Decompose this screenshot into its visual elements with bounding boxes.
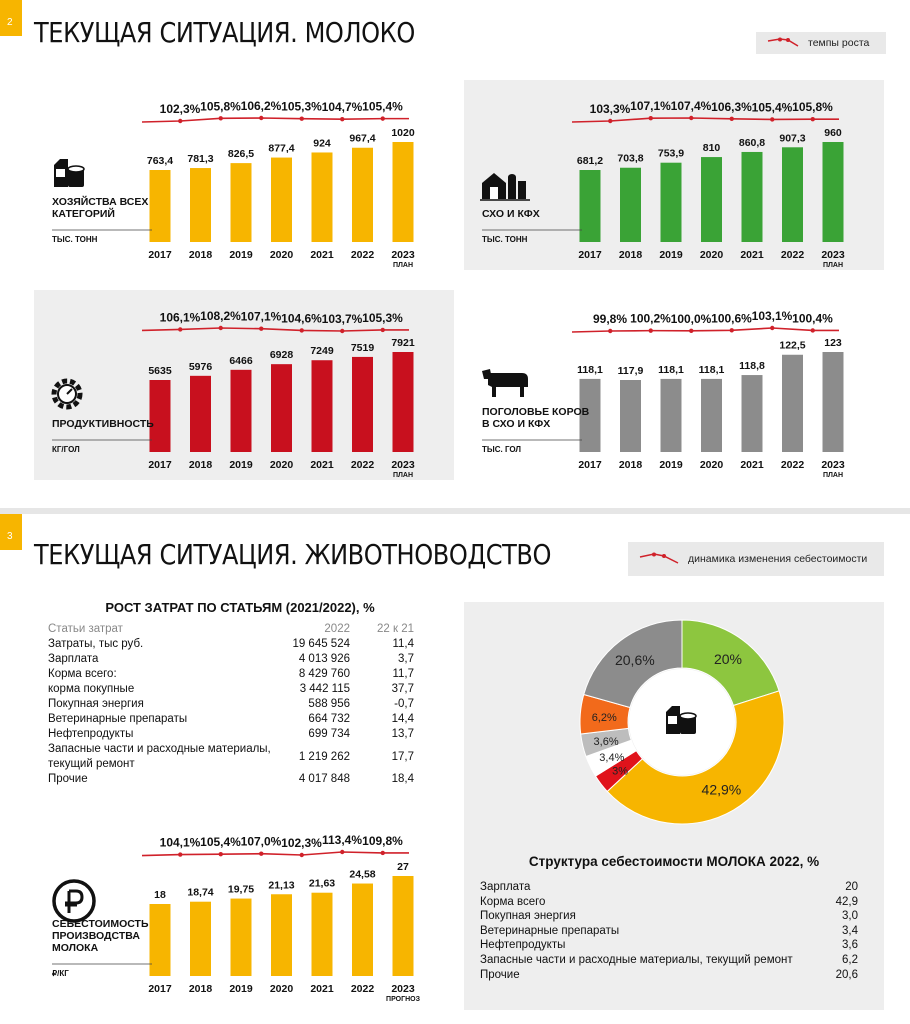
growth-label: 103,1% bbox=[751, 309, 793, 323]
growth-label: 105,8% bbox=[200, 99, 241, 114]
bar-chart bbox=[464, 290, 884, 480]
slide-milk bbox=[0, 0, 910, 508]
year-label: 2017 bbox=[578, 249, 602, 261]
growth-point bbox=[178, 119, 182, 123]
year-label: 2023 bbox=[821, 459, 845, 471]
table-cell: корма покупные bbox=[48, 683, 135, 695]
bar-value-label: 122,5 bbox=[779, 339, 806, 352]
bar bbox=[701, 157, 722, 242]
table-header-cell: Статьи затрат bbox=[48, 623, 123, 635]
plan-note: ПЛАН bbox=[392, 472, 414, 479]
structure-item: Покупная энергия bbox=[480, 910, 576, 923]
slice-label: 6,2% bbox=[591, 711, 617, 724]
indicator-label: МОЛОКА bbox=[52, 942, 99, 954]
growth-label: 100,2% bbox=[630, 311, 671, 326]
slide-number: 2 bbox=[0, 0, 22, 36]
bar bbox=[271, 158, 292, 242]
bar bbox=[661, 379, 682, 452]
table-cell: 8 429 760 bbox=[298, 668, 350, 680]
panel-agri-orgs bbox=[464, 80, 884, 270]
bar-value-label: 27 bbox=[397, 861, 409, 873]
slice-label: 20,6% bbox=[614, 651, 655, 668]
indicator-label: В СХО И КФХ bbox=[482, 418, 551, 430]
structure-item: Ветеринарные препараты bbox=[480, 924, 620, 937]
table-cell: 3 442 115 bbox=[299, 683, 350, 695]
bar-value-label: 21,13 bbox=[268, 879, 295, 892]
legend-label: динамика изменения себестоимости bbox=[688, 553, 868, 565]
table-cell: 37,7 bbox=[391, 683, 414, 695]
growth-point bbox=[259, 852, 263, 856]
table-cell: -0,7 bbox=[394, 698, 414, 710]
year-label: 2019 bbox=[229, 249, 253, 261]
table-cell: 4 017 848 bbox=[298, 773, 350, 785]
table-row bbox=[48, 667, 428, 682]
growth-label: 104,1% bbox=[159, 835, 201, 850]
growth-point bbox=[259, 116, 263, 120]
growth-point bbox=[300, 853, 304, 857]
table-row bbox=[48, 742, 428, 772]
bar bbox=[620, 380, 641, 452]
growth-point bbox=[219, 852, 223, 856]
growth-label: 104,7% bbox=[321, 100, 363, 115]
panel-productivity bbox=[34, 290, 454, 480]
cost-structure-donut bbox=[464, 602, 884, 852]
growth-label: 107,0% bbox=[240, 834, 282, 849]
table-cell: Прочие bbox=[48, 773, 88, 785]
bar bbox=[823, 352, 844, 452]
bar bbox=[231, 163, 252, 242]
year-label: 2023 bbox=[821, 249, 845, 261]
growth-point bbox=[649, 116, 653, 120]
slice-label: 3,6% bbox=[593, 735, 619, 748]
table-cell: 19 645 524 bbox=[292, 638, 350, 650]
growth-point bbox=[178, 327, 182, 331]
indicator-label: КАТЕГОРИЙ bbox=[52, 208, 115, 220]
structure-row bbox=[480, 895, 860, 910]
year-label: 2018 bbox=[618, 249, 643, 261]
growth-point bbox=[770, 326, 774, 330]
bar-value-label: 117,9 bbox=[617, 365, 644, 377]
bar-chart bbox=[464, 80, 884, 270]
bar-value-label: 7249 bbox=[310, 345, 334, 358]
panel-all-farms bbox=[34, 80, 452, 270]
growth-point bbox=[608, 119, 612, 123]
table-row bbox=[48, 772, 428, 787]
growth-label: 103,7% bbox=[321, 312, 363, 326]
bar-value-label: 860,8 bbox=[738, 136, 766, 149]
bar bbox=[782, 147, 803, 242]
table-header-row bbox=[48, 622, 428, 637]
structure-row bbox=[480, 938, 860, 953]
growth-label: 107,1% bbox=[630, 99, 671, 114]
slice-label: 20% bbox=[713, 650, 742, 667]
legend-label: темпы роста bbox=[808, 37, 870, 49]
year-label: 2019 bbox=[229, 983, 253, 995]
year-label: 2021 bbox=[740, 459, 764, 471]
table-cell: 14,4 bbox=[391, 713, 414, 725]
ruble-icon bbox=[54, 881, 94, 921]
year-label: 2022 bbox=[350, 249, 375, 261]
bar-value-label: 6466 bbox=[229, 354, 253, 367]
bar-value-label: 123 bbox=[824, 337, 842, 349]
growth-label: 104,6% bbox=[281, 311, 322, 326]
growth-point bbox=[381, 851, 385, 855]
structure-item: Прочие bbox=[480, 968, 520, 981]
growth-label: 109,8% bbox=[362, 833, 403, 848]
growth-label: 105,4% bbox=[751, 100, 793, 115]
bar-value-label: 967,4 bbox=[349, 132, 376, 145]
table-cell: 17,7 bbox=[391, 750, 414, 763]
table-cell: Ветеринарные препараты bbox=[48, 713, 188, 725]
table-cell: 699 734 bbox=[308, 728, 350, 740]
growth-label: 105,4% bbox=[200, 835, 241, 850]
bar bbox=[231, 899, 252, 976]
growth-point bbox=[259, 327, 263, 331]
growth-point bbox=[770, 117, 774, 121]
bar-value-label: 24,58 bbox=[349, 868, 376, 881]
growth-label: 102,3% bbox=[159, 102, 201, 116]
year-label: 2021 bbox=[310, 249, 334, 261]
bar-value-label: 19,75 bbox=[227, 883, 255, 896]
bar-value-label: 5976 bbox=[188, 360, 213, 373]
growth-label: 107,4% bbox=[670, 99, 712, 113]
year-label: 2017 bbox=[148, 249, 172, 261]
bar-value-label: 18,74 bbox=[187, 886, 214, 899]
year-label: 2019 bbox=[659, 249, 683, 261]
table-row bbox=[48, 652, 428, 667]
growth-point bbox=[219, 326, 223, 330]
year-label: 2017 bbox=[578, 459, 602, 471]
bar bbox=[352, 884, 373, 976]
year-label: 2023 bbox=[391, 249, 415, 261]
structure-item: Запасные части и расходные материалы, текущий ремонт bbox=[480, 953, 793, 966]
milk-icon bbox=[54, 159, 84, 187]
growth-label: 106,1% bbox=[159, 310, 201, 325]
table-cell: Запасные части и расходные материалы, текущий ремонт bbox=[48, 743, 271, 770]
indicator-label: ПОГОЛОВЬЕ КОРОВ bbox=[482, 406, 590, 418]
bar bbox=[190, 376, 211, 452]
bar-value-label: 781,3 bbox=[187, 153, 214, 166]
growth-point bbox=[178, 852, 182, 856]
growth-legend bbox=[756, 32, 886, 54]
structure-value: 3,0 bbox=[842, 910, 858, 923]
year-label: 2020 bbox=[699, 459, 724, 471]
growth-label: 106,3% bbox=[711, 99, 752, 114]
year-label: 2018 bbox=[188, 459, 213, 471]
slice-label: 42,9% bbox=[701, 781, 742, 798]
bar bbox=[352, 148, 373, 242]
bar bbox=[231, 370, 252, 452]
growth-point bbox=[219, 116, 223, 120]
table-cell: Покупная энергия bbox=[48, 698, 144, 710]
table-row bbox=[48, 712, 428, 727]
bar-value-label: 877,4 bbox=[268, 142, 295, 155]
bar bbox=[742, 375, 763, 452]
growth-label: 105,4% bbox=[362, 99, 403, 114]
bar-chart bbox=[34, 80, 452, 270]
slide-livestock bbox=[0, 514, 910, 1024]
structure-value: 20 bbox=[845, 881, 858, 893]
legend-line-icon bbox=[766, 37, 800, 49]
growth-label: 102,3% bbox=[281, 836, 322, 850]
growth-point bbox=[608, 329, 612, 333]
slice-label: 3% bbox=[612, 765, 629, 778]
bar-chart bbox=[34, 290, 454, 480]
unit-label: ₽/КГ bbox=[52, 969, 69, 978]
table-cell: Корма всего: bbox=[48, 668, 117, 680]
year-label: 2020 bbox=[699, 249, 724, 261]
table-row bbox=[48, 637, 428, 652]
bar-value-label: 703,8 bbox=[617, 152, 644, 165]
bar bbox=[312, 152, 333, 242]
bar-value-label: 118,1 bbox=[698, 363, 725, 376]
bar bbox=[271, 894, 292, 976]
unit-label: ТЫС. ГОЛ bbox=[482, 445, 522, 454]
table-cell: 11,4 bbox=[392, 638, 414, 650]
growth-label: 113,4% bbox=[321, 833, 363, 847]
structure-value: 20,6 bbox=[835, 968, 858, 981]
growth-label: 106,2% bbox=[240, 99, 282, 113]
bar bbox=[150, 170, 171, 242]
cost-dynamics-legend bbox=[628, 542, 884, 576]
table-cell: 4 013 926 bbox=[298, 653, 350, 665]
year-label: 2021 bbox=[740, 249, 764, 261]
year-label: 2022 bbox=[350, 983, 375, 995]
bar bbox=[352, 357, 373, 452]
structure-item: Корма всего bbox=[480, 895, 546, 908]
growth-label: 99,8% bbox=[592, 312, 628, 326]
plan-note: ПРОГНОЗ bbox=[386, 996, 420, 1003]
growth-point bbox=[689, 116, 693, 120]
growth-point bbox=[340, 117, 344, 121]
cost-growth-table bbox=[48, 622, 428, 787]
year-label: 2022 bbox=[350, 459, 375, 471]
growth-point bbox=[811, 328, 815, 332]
indicator-label: СХО И КФХ bbox=[482, 208, 540, 220]
year-label: 2023 bbox=[391, 983, 415, 995]
indicator-label: СЕБЕСТОИМОСТЬ bbox=[52, 918, 149, 930]
growth-label: 108,2% bbox=[200, 309, 241, 323]
growth-point bbox=[381, 116, 385, 120]
indicator-label: ХОЗЯЙСТВА ВСЕХ bbox=[52, 196, 149, 208]
year-label: 2020 bbox=[269, 249, 294, 261]
growth-point bbox=[340, 329, 344, 333]
slide-title: ТЕКУЩАЯ СИТУАЦИЯ. ЖИВОТНОВОДСТВО bbox=[34, 538, 552, 571]
year-label: 2021 bbox=[310, 983, 334, 995]
year-label: 2019 bbox=[229, 459, 253, 471]
growth-label: 103,3% bbox=[589, 102, 631, 116]
structure-row bbox=[480, 953, 860, 968]
year-label: 2023 bbox=[391, 459, 415, 471]
table-cell: 11,7 bbox=[392, 668, 414, 680]
year-label: 2018 bbox=[188, 249, 213, 261]
bar bbox=[620, 168, 641, 242]
structure-row bbox=[480, 909, 860, 924]
growth-point bbox=[381, 328, 385, 332]
pie-title: Структура себестоимости МОЛОКА 2022, % bbox=[528, 854, 820, 869]
bar bbox=[701, 379, 722, 452]
structure-value: 3,4 bbox=[842, 924, 858, 937]
bar bbox=[393, 142, 414, 242]
year-label: 2020 bbox=[269, 983, 294, 995]
bar bbox=[150, 380, 171, 452]
bar-chart bbox=[34, 814, 454, 1004]
table-cell: Затраты, тыс руб. bbox=[48, 638, 144, 650]
bar-value-label: 1020 bbox=[391, 127, 415, 139]
year-label: 2019 bbox=[659, 459, 683, 471]
cost-structure-table bbox=[480, 880, 860, 982]
indicator-label: ПРОИЗВОДСТВА bbox=[52, 930, 140, 942]
bar-value-label: 7519 bbox=[350, 341, 375, 354]
bar-value-label: 5635 bbox=[148, 365, 172, 377]
bar bbox=[312, 893, 333, 976]
bar-value-label: 118,1 bbox=[658, 363, 684, 376]
year-label: 2022 bbox=[780, 459, 805, 471]
plan-note: ПЛАН bbox=[822, 262, 844, 269]
structure-value: 3,6 bbox=[842, 939, 858, 952]
bar-value-label: 960 bbox=[824, 127, 842, 139]
structure-item: Зарплата bbox=[480, 881, 531, 893]
growth-label: 105,8% bbox=[792, 100, 833, 115]
bar-value-label: 763,4 bbox=[146, 155, 174, 167]
bar bbox=[393, 352, 414, 452]
bar bbox=[661, 163, 682, 242]
plan-note: ПЛАН bbox=[392, 262, 414, 269]
year-label: 2020 bbox=[269, 459, 294, 471]
bar bbox=[271, 364, 292, 452]
year-label: 2021 bbox=[310, 459, 334, 471]
growth-label: 105,3% bbox=[281, 99, 322, 114]
bar bbox=[190, 902, 211, 976]
growth-point bbox=[811, 117, 815, 121]
table-cell: 664 732 bbox=[308, 713, 350, 725]
table-cell: Нефтепродукты bbox=[48, 728, 134, 740]
farm-icon bbox=[480, 173, 530, 200]
growth-label: 105,3% bbox=[362, 310, 403, 325]
year-label: 2018 bbox=[188, 983, 213, 995]
year-label: 2018 bbox=[618, 459, 643, 471]
table-cell: 1 219 262 bbox=[298, 750, 350, 763]
structure-value: 6,2 bbox=[842, 953, 858, 966]
bar-value-label: 826,5 bbox=[227, 148, 255, 161]
indicator-label: ПРОДУКТИВНОСТЬ bbox=[52, 418, 154, 430]
gauge-gear-icon bbox=[54, 381, 80, 407]
bar-value-label: 907,3 bbox=[779, 132, 806, 145]
panel-cost-price bbox=[34, 814, 454, 1004]
panel-cow-herd bbox=[464, 290, 884, 480]
year-label: 2022 bbox=[780, 249, 805, 261]
bar bbox=[742, 152, 763, 242]
year-label: 2017 bbox=[148, 983, 172, 995]
table-cell: 3,7 bbox=[398, 653, 414, 665]
table-row bbox=[48, 682, 428, 697]
growth-label: 100,4% bbox=[792, 311, 833, 326]
cost-table-title: РОСТ ЗАТРАТ ПО СТАТЬЯМ (2021/2022), % bbox=[105, 600, 375, 615]
growth-point bbox=[730, 117, 734, 121]
structure-row bbox=[480, 924, 860, 939]
growth-point bbox=[340, 850, 344, 854]
slide-title: ТЕКУЩАЯ СИТУАЦИЯ. МОЛОКО bbox=[34, 16, 415, 49]
table-cell: 18,4 bbox=[391, 773, 414, 785]
bar-value-label: 753,9 bbox=[657, 147, 685, 160]
growth-label: 100,0% bbox=[670, 311, 712, 326]
table-header-cell: 2022 bbox=[324, 623, 350, 635]
bar-value-label: 810 bbox=[702, 142, 721, 155]
structure-row bbox=[480, 968, 860, 983]
structure-row bbox=[480, 880, 860, 895]
slide-number: 3 bbox=[0, 514, 22, 550]
bar-value-label: 7921 bbox=[391, 337, 415, 349]
legend-line-icon bbox=[638, 552, 680, 566]
bar bbox=[580, 170, 601, 242]
growth-point bbox=[300, 328, 304, 332]
structure-item: Нефтепродукты bbox=[480, 939, 566, 952]
table-header-cell: 22 к 21 bbox=[376, 623, 414, 635]
bar bbox=[823, 142, 844, 242]
growth-point bbox=[300, 116, 304, 120]
bar bbox=[190, 168, 211, 242]
structure-value: 42,9 bbox=[835, 895, 858, 908]
bar-value-label: 118,1 bbox=[577, 363, 603, 376]
table-row bbox=[48, 697, 428, 712]
year-label: 2017 bbox=[148, 459, 172, 471]
bar bbox=[393, 876, 414, 976]
table-cell: 588 956 bbox=[308, 698, 350, 710]
bar-value-label: 6928 bbox=[269, 349, 294, 362]
bar bbox=[782, 355, 803, 452]
table-row bbox=[48, 727, 428, 742]
growth-point bbox=[649, 328, 653, 332]
bar-value-label: 18 bbox=[154, 889, 166, 901]
slice-label: 3,4% bbox=[599, 752, 625, 765]
bar bbox=[312, 360, 333, 452]
unit-label: ТЫС. ТОНН bbox=[52, 235, 98, 244]
bar-value-label: 118,8 bbox=[739, 360, 765, 373]
growth-label: 107,1% bbox=[240, 309, 282, 324]
growth-point bbox=[730, 328, 734, 332]
growth-label: 100,6% bbox=[711, 311, 752, 326]
bar bbox=[150, 904, 171, 976]
bar-value-label: 21,63 bbox=[308, 877, 336, 890]
unit-label: ТЫС. ТОНН bbox=[482, 235, 528, 244]
bar-value-label: 681,2 bbox=[576, 155, 604, 167]
growth-point bbox=[689, 329, 693, 333]
cow-icon bbox=[482, 369, 528, 397]
bar-value-label: 924 bbox=[313, 137, 331, 150]
plan-note: ПЛАН bbox=[822, 472, 844, 479]
table-cell: 13,7 bbox=[391, 728, 414, 740]
table-cell: Зарплата bbox=[48, 653, 99, 665]
unit-label: КГ/ГОЛ bbox=[52, 445, 80, 454]
